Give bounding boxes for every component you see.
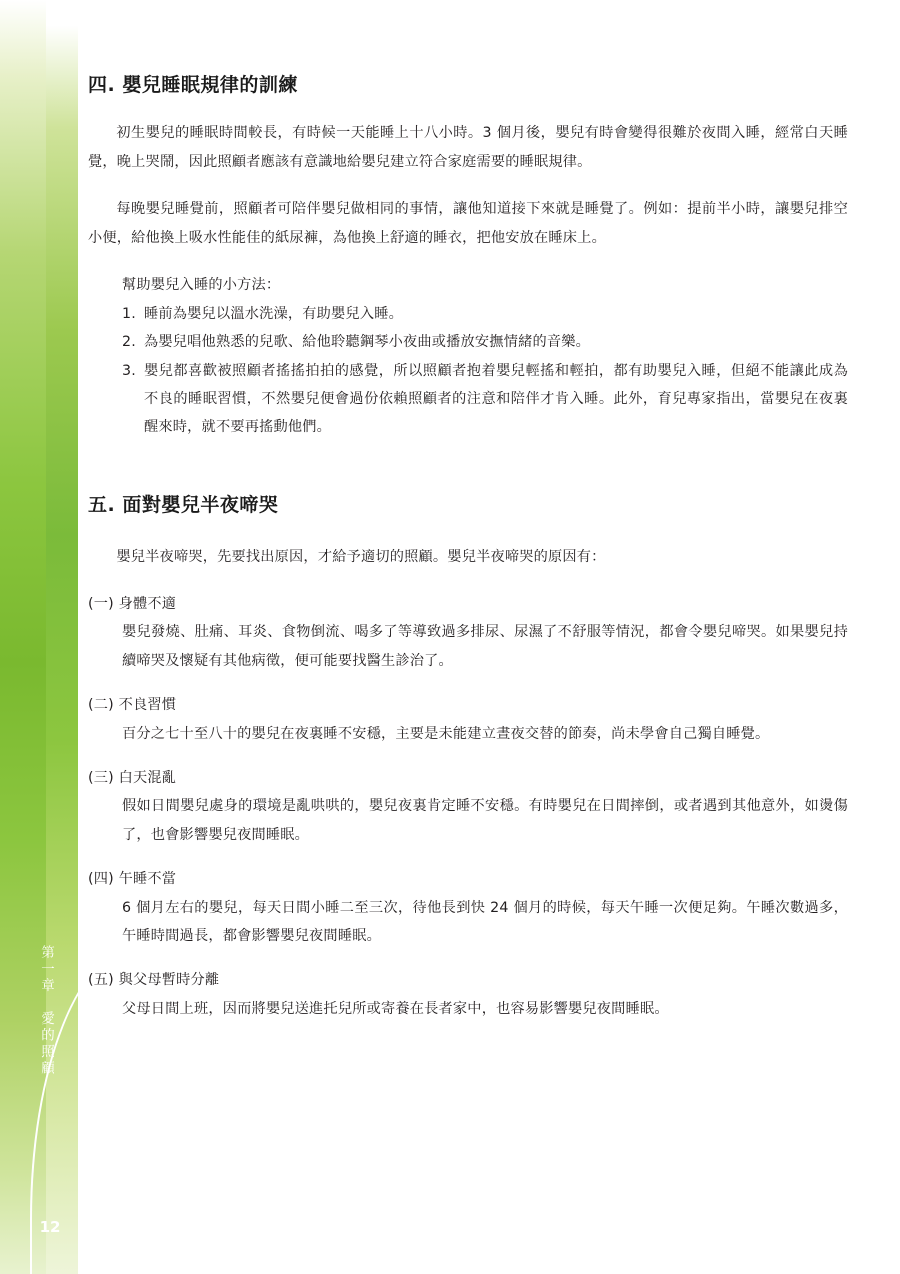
methods-list xyxy=(122,300,848,442)
reason-item xyxy=(88,590,848,675)
list-item-number: 2. xyxy=(122,334,136,351)
section-4-paragraph-2: 每晚嬰兒睡覺前，照顧者可陪伴嬰兒做相同的事情，讓他知道接下來就是睡覺了。例如：提前半小時，讓嬰兒排空小便，給他換上吸水性能佳的紙尿褲，為他換上舒適的睡衣，把他安放在睡床上。 xyxy=(88,201,848,247)
reason-item xyxy=(88,966,848,1023)
section-4-paragraph-1: 初生嬰兒的睡眠時間較長，有時候一天能睡上十八小時。3 個月後，嬰兒有時會變得很難於夜間入睡，經常白天睡覺，晚上哭鬧，因此照顧者應該有意識地給嬰兒建立符合家庭需要的睡眠規律。 xyxy=(88,125,848,171)
chapter-label: 第一章 愛的照顧 xyxy=(38,945,54,1077)
methods-list-title: 幫助嬰兒入睡的小方法： xyxy=(122,277,281,294)
reason-body: 百分之七十至八十的嬰兒在夜裏睡不安穩，主要是未能建立晝夜交替的節奏，尚未學會自己獨自睡覺。 xyxy=(122,725,770,742)
decorative-left-band xyxy=(0,0,78,1274)
list-item-text: 嬰兒都喜歡被照顧者搖搖拍拍的感覺，所以照顧者抱着嬰兒輕搖和輕拍，都有助嬰兒入睡，但絕不能讓此成為不良的睡眠習慣，不然嬰兒便會過份依賴照顧者的注意和陪伴才肯入睡。此外，育兒專家指出，當嬰兒在夜裏醒來時，就不要再搖動他們。 xyxy=(144,362,848,436)
page-number: 12 xyxy=(39,1218,61,1236)
list-item-text: 為嬰兒唱他熟悉的兒歌、給他聆聽鋼琴小夜曲或播放安撫情緒的音樂。 xyxy=(144,334,591,351)
reason-body: 嬰兒發燒、肚痛、耳炎、食物倒流、喝多了等導致過多排尿、尿濕了不舒服等情況，都會令嬰兒啼哭。如果嬰兒持續啼哭及懷疑有其他病徵，便可能要找醫生診治了。 xyxy=(122,624,848,669)
section-5-paragraph-1: 嬰兒半夜啼哭，先要找出原因，才給予適切的照顧。嬰兒半夜啼哭的原因有： xyxy=(116,548,606,565)
list-item-text: 睡前為嬰兒以溫水洗澡，有助嬰兒入睡。 xyxy=(144,305,403,322)
section-heading-5: 五. 面對嬰兒半夜啼哭 xyxy=(88,493,279,516)
section-heading-4: 四. 嬰兒睡眠規律的訓練 xyxy=(88,74,298,96)
reason-item xyxy=(88,764,848,849)
list-item-number: 3. xyxy=(122,362,136,379)
reason-item xyxy=(88,691,848,748)
reason-body: 父母日間上班，因而將嬰兒送進托兒所或寄養在長者家中，也容易影響嬰兒夜間睡眠。 xyxy=(122,1000,669,1017)
document-content xyxy=(88,0,848,1274)
reason-label: (一) 身體不適 xyxy=(88,595,177,612)
reason-label: (二) 不良習慣 xyxy=(88,697,177,714)
list-item xyxy=(122,300,848,328)
reason-label: (五) 與父母暫時分離 xyxy=(88,972,220,989)
decorative-left-band-inner xyxy=(0,0,46,1274)
list-item xyxy=(122,357,848,442)
reason-label: (四) 午睡不當 xyxy=(88,871,177,888)
reason-body: 6 個月左右的嬰兒，每天日間小睡二至三次，待他長到快 24 個月的時候，每天午睡一次便足夠。午睡次數過多，午睡時間過長，都會影響嬰兒夜間睡眠。 xyxy=(122,899,848,945)
reason-item xyxy=(88,865,848,950)
list-item xyxy=(122,328,848,356)
reason-body: 假如日間嬰兒處身的環境是亂哄哄的，嬰兒夜裏肯定睡不安穩。有時嬰兒在日間摔倒，或者遇到其他意外，如燙傷了，也會影響嬰兒夜間睡眠。 xyxy=(122,798,848,843)
reason-label: (三) 白天混亂 xyxy=(88,770,177,787)
list-item-number: 1. xyxy=(122,305,136,322)
